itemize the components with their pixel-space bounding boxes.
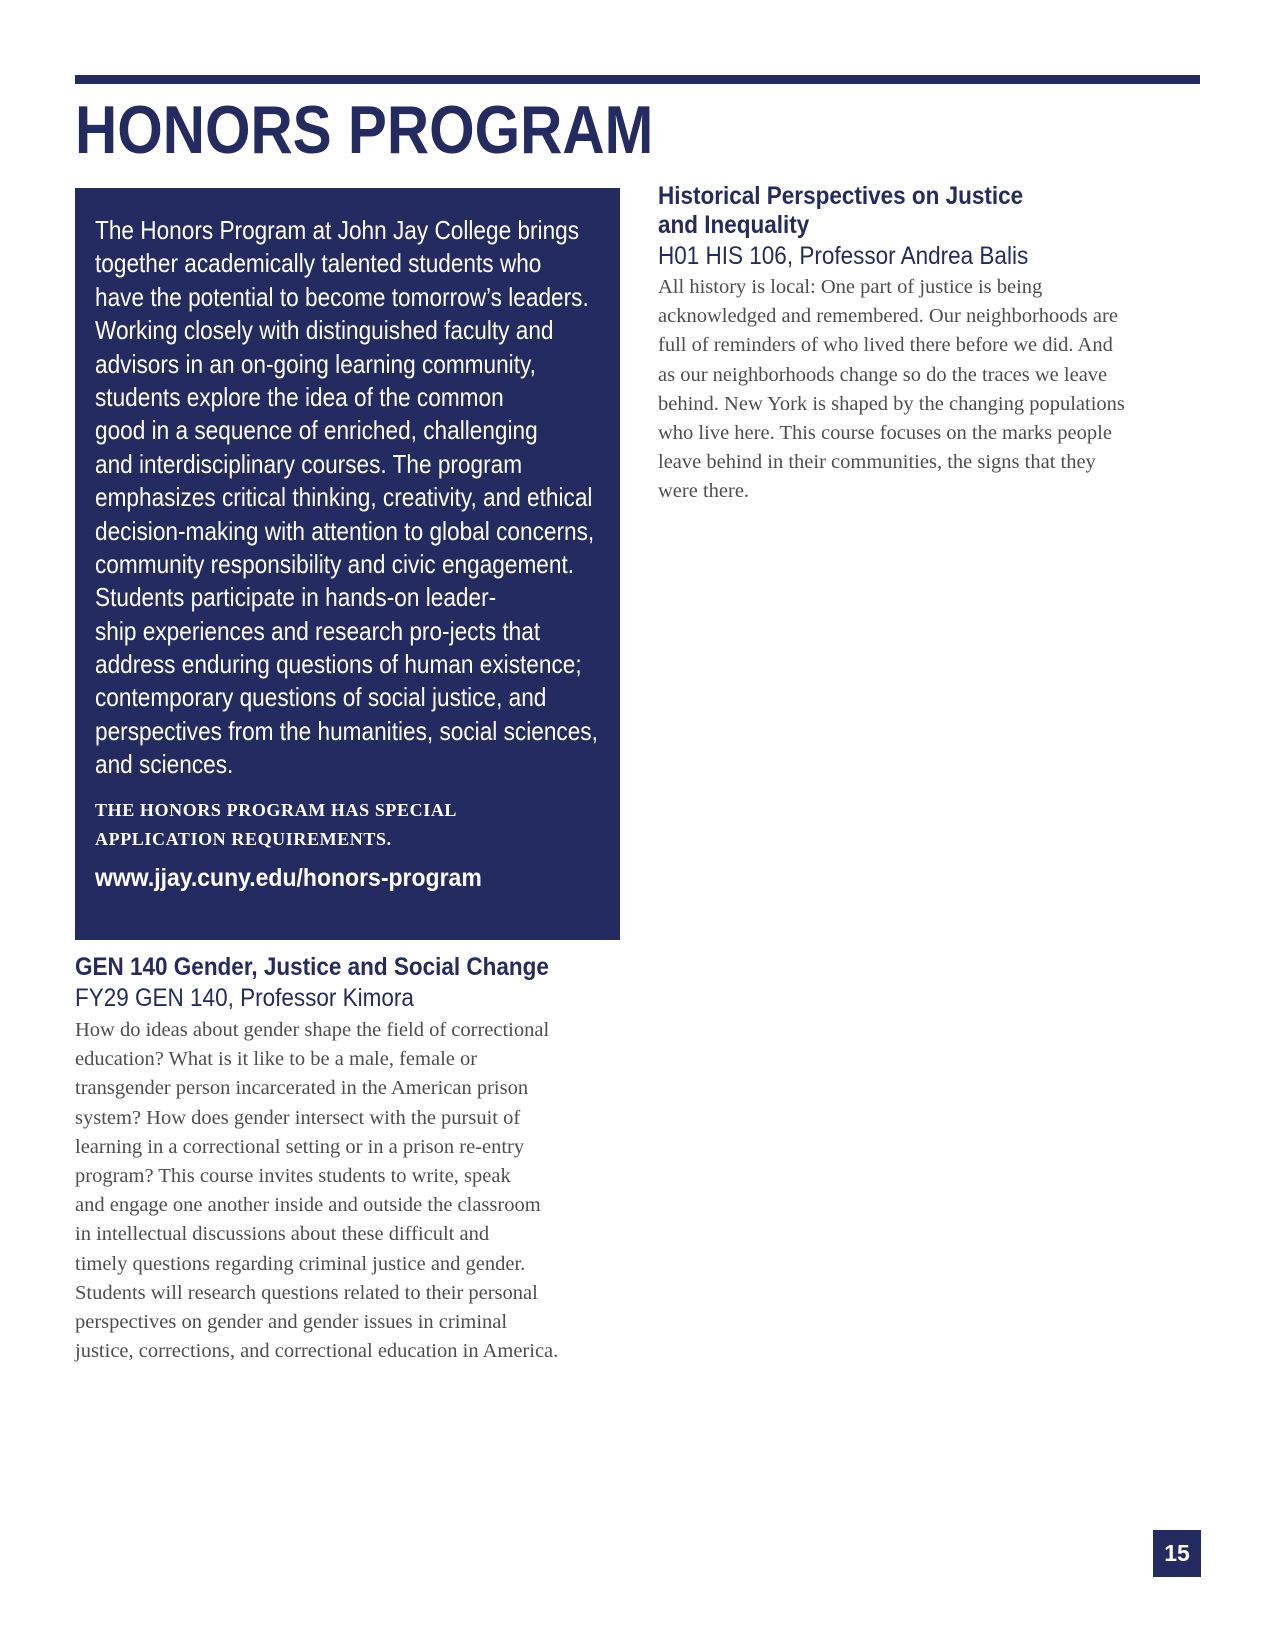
intro-line: together academically talented students who [95,248,542,279]
description-line: justice, corrections, and correctional education in America. [75,1340,559,1363]
description-line: full of reminders of who lived there before we did. And [658,334,1113,357]
application-requirements-note [95,796,620,854]
description-line: in intellectual discussions about these difficult and [75,1223,490,1246]
intro-line: good in a sequence of enriched, challenging [95,415,538,446]
description-line: leave behind in their communities, the signs that they [658,451,1096,474]
course-gen-140 [75,953,635,1366]
intro-line: contemporary questions of social justice, and [95,682,547,713]
intro-line: and interdisciplinary courses. The program [95,448,523,479]
intro-line: and sciences. [95,749,234,780]
program-url-link[interactable]: www.jjay.cuny.edu/honors-program [95,863,482,892]
description-line: perspectives on gender and gender issues in criminal [75,1310,508,1333]
description-line: were there. [658,480,750,503]
course-description [658,273,1198,507]
intro-line: advisors in an on-going learning community, [95,348,536,379]
requirements-line: APPLICATION REQUIREMENTS. [95,828,392,849]
requirements-line: THE HONORS PROGRAM HAS SPECIAL [95,799,458,820]
intro-line: The Honors Program at John Jay College brings [95,215,580,245]
top-rule [75,75,1200,84]
description-line: as our neighborhoods change so do the traces we leave [658,363,1108,386]
description-line: behind. New York is shaped by the changing populations [658,392,1125,415]
course-code: H01 HIS 106, Professor Andrea Balis [658,242,1029,270]
description-line: system? How does gender intersect with the pursuit of [75,1106,521,1129]
description-line: transgender person incarcerated in the American prison [75,1077,529,1100]
description-line: learning in a correctional setting or in a prison re-entry [75,1135,525,1158]
intro-line: decision-making with attention to global concerns, [95,515,595,546]
course-code: FY29 GEN 140, Professor Kimora [75,984,414,1012]
course-his-106 [658,182,1198,507]
intro-line: Students participate in hands-on leader- [95,582,497,613]
description-line: timely questions regarding criminal justice and gender. [75,1252,526,1275]
course-title-line: and Inequality [658,211,810,239]
course-title-line: Historical Perspectives on Justice [658,182,1024,210]
intro-line: have the potential to become tomorrow’s leaders. [95,281,589,312]
intro-line: ship experiences and research pro-jects that [95,615,541,646]
intro-line: community responsibility and civic engagement. [95,548,575,579]
description-line: and engage one another inside and outside the classroom [75,1194,541,1217]
intro-line: address enduring questions of human existence; [95,649,582,680]
course-description [75,1016,635,1366]
description-line: program? This course invites students to write, speak [75,1164,511,1187]
description-line: education? What is it like to be a male, female or [75,1048,478,1071]
intro-line: emphasizes critical thinking, creativity, and ethical [95,482,593,513]
course-title: GEN 140 Gender, Justice and Social Change [75,953,549,981]
intro-box [75,188,620,940]
intro-line: students explore the idea of the common [95,381,504,412]
page-title: HONORS PROGRAM [75,92,654,168]
intro-line: perspectives from the humanities, social sciences, [95,715,598,746]
intro-text [95,214,620,782]
description-line: How do ideas about gender shape the field of correctional [75,1019,550,1041]
description-line: who live here. This course focuses on the marks people [658,421,1112,444]
intro-line: Working closely with distinguished faculty and [95,315,554,346]
page-number: 15 [1153,1530,1201,1577]
description-line: Students will research questions related to their personal [75,1281,538,1304]
description-line: acknowledged and remembered. Our neighborhoods are [658,305,1118,328]
description-line: All history is local: One part of justice is being [658,276,1043,298]
